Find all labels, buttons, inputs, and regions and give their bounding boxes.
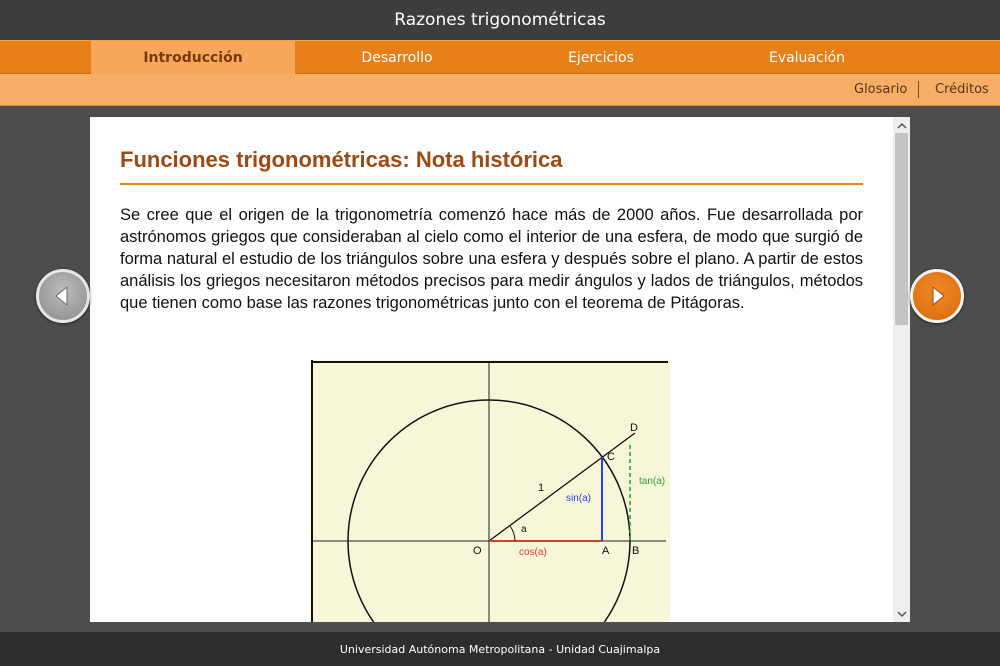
next-page-button[interactable] xyxy=(910,269,964,323)
label-a: A xyxy=(602,545,610,557)
label-tan: tan(a) xyxy=(639,476,666,487)
tab-evaluacion[interactable]: Evaluación xyxy=(768,49,846,66)
nav-divider xyxy=(918,81,919,98)
caret-up-icon[interactable] xyxy=(893,117,910,133)
intro-paragraph: Se cree que el origen de la trigonometría comenzó hace más de 2000 años. Fue desarrollada por astrónomos griegos que consideraban al cielo como el interior de una esfera, de modo que surgió de forma natural el estudio de los triángulos sobre una esfera y después sobre el plano. A partir de estos análisis los griegos necesitaron métodos precisos para medir ángulos y lados de triángulos, métodos que tienen como base las razones trigonométricas junto con el teorema de Pitágoras. xyxy=(120,206,863,312)
footer-credit: Universidad Autónoma Metropolitana - Unidad Cuajimalpa xyxy=(0,632,1000,666)
label-sin: sin(a) xyxy=(566,493,592,504)
main-nav xyxy=(0,40,1000,74)
unit-circle-figure xyxy=(310,360,670,622)
content-scrollbar[interactable] xyxy=(893,117,910,622)
page-title: Funciones trigonométricas: Nota histórica xyxy=(120,147,863,185)
chevron-left-icon xyxy=(39,272,87,320)
label-d: D xyxy=(630,422,638,434)
tab-ejercicios[interactable]: Ejercicios xyxy=(568,49,634,66)
unit-circle-diagram xyxy=(310,360,670,622)
tab-introduccion[interactable]: Introducción xyxy=(91,41,295,74)
credits-link[interactable]: Créditos xyxy=(935,82,989,97)
previous-page-button[interactable] xyxy=(36,269,90,323)
label-cos: cos(a) xyxy=(519,547,547,558)
label-angle: a xyxy=(521,524,527,535)
label-radius: 1 xyxy=(538,482,545,494)
content-panel xyxy=(90,117,910,622)
label-o: O xyxy=(473,545,482,557)
scroll-thumb[interactable] xyxy=(895,133,908,325)
caret-down-icon[interactable] xyxy=(893,606,910,622)
app-title: Razones trigonométricas xyxy=(0,0,1000,40)
glossary-link[interactable]: Glosario xyxy=(854,82,908,97)
tab-desarrollo[interactable]: Desarrollo xyxy=(361,49,433,66)
label-c: C xyxy=(607,451,615,463)
chevron-right-icon xyxy=(913,272,961,320)
label-b: B xyxy=(632,545,640,557)
secondary-nav xyxy=(0,74,1000,106)
